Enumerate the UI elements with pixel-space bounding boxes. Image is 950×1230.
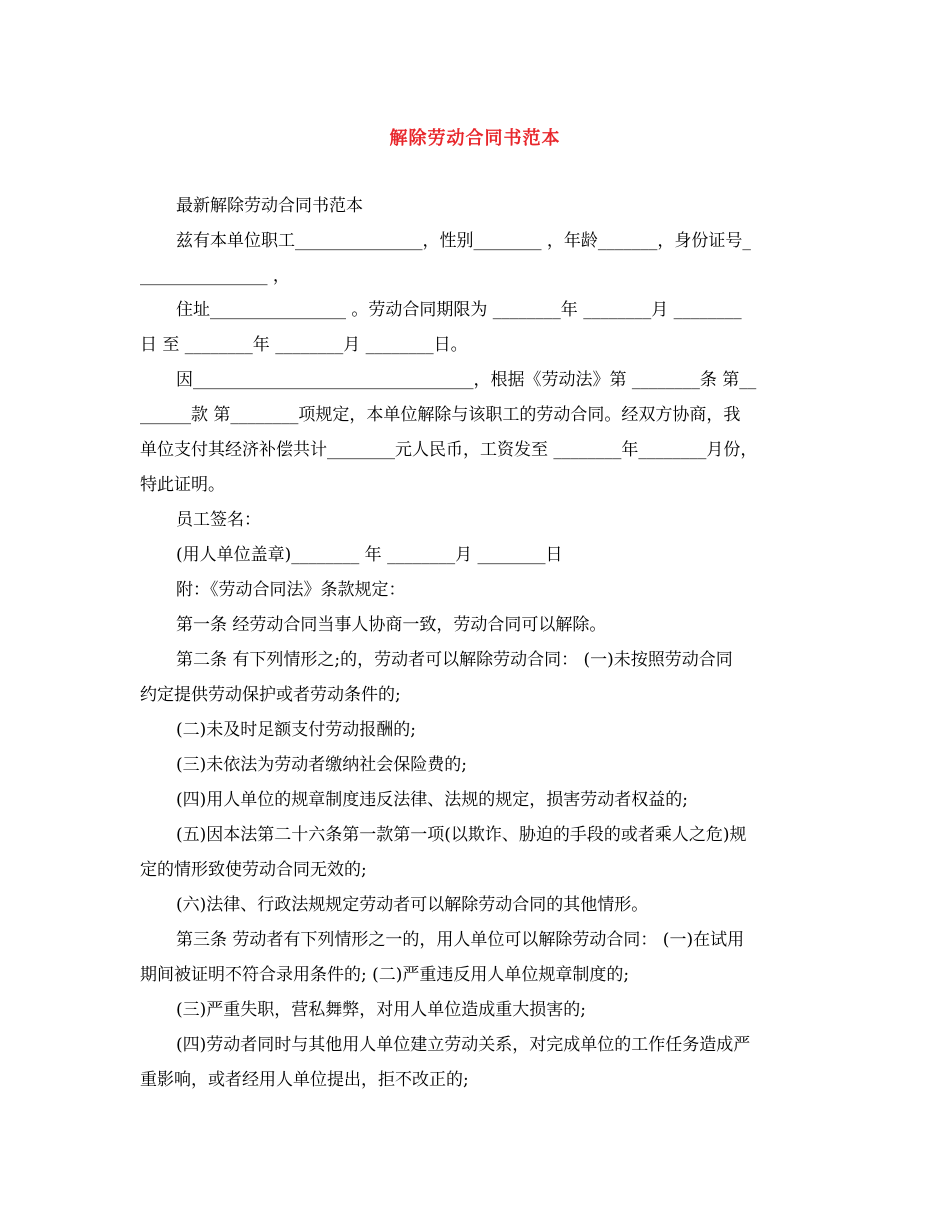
clause-line: 期间被证明不符合录用条件的; (二)严重违反用人单位规章制度的;	[140, 965, 630, 985]
body-line: ______款 第________项规定，本单位解除与该职工的劳动合同。经双方协商，我	[140, 405, 741, 425]
body-line: 住址________________ 。劳动合同期限为 ________年 ________月 ________	[176, 300, 742, 320]
clause-line: 第二条 有下列情形之;的，劳动者可以解除劳动合同： (一)未按照劳动合同	[176, 650, 733, 670]
clause-line: (三)未依法为劳动者缴纳社会保险费的;	[176, 755, 467, 775]
clause-line: 第三条 劳动者有下列情形之一的，用人单位可以解除劳动合同： (一)在试用	[176, 930, 745, 950]
clause-line: (五)因本法第二十六条第一款第一项(以欺诈、胁迫的手段的或者乘人之危)规	[176, 825, 747, 845]
clause-line: (二)未及时足额支付劳动报酬的;	[176, 720, 416, 740]
subtitle-line: 最新解除劳动合同书范本	[176, 196, 363, 216]
signature-line: 员工签名：	[176, 510, 261, 530]
body-line: 日 至 ________年 ________月 ________日。	[140, 335, 468, 355]
appendix-heading: 附：《劳动合同法》条款规定：	[176, 580, 406, 600]
body-line: 因_________________________________，根据《劳动法》第 ________条 第__	[176, 370, 757, 390]
clause-line: 约定提供劳动保护或者劳动条件的;	[140, 685, 401, 705]
clause-line: (四)劳动者同时与其他用人单位建立劳动关系，对完成单位的工作任务造成严	[176, 1035, 751, 1055]
clause-line: (三)严重失职，营私舞弊，对用人单位造成重大损害的;	[176, 1000, 586, 1020]
body-line: 特此证明。	[140, 475, 225, 495]
body-line: 单位支付其经济补偿共计________元人民币，工资发至 ________年________月份，	[140, 440, 758, 460]
body-line: 兹有本单位职工_______________，性别________ ，年龄_______，身份证号_	[176, 231, 751, 251]
clause-line: 第一条 经劳动合同当事人协商一致，劳动合同可以解除。	[176, 615, 607, 635]
seal-date-line: (用人单位盖章)________ 年 ________月 ________日	[176, 545, 563, 565]
body-line: _______________ ，	[140, 266, 290, 286]
clause-line: (六)法律、行政法规规定劳动者可以解除劳动合同的其他情形。	[176, 895, 649, 915]
document-title: 解除劳动合同书范本	[389, 128, 561, 149]
clause-line: 重影响，或者经用人单位提出，拒不改正的;	[140, 1070, 469, 1090]
clause-line: (四)用人单位的规章制度违反法律、法规的规定，损害劳动者权益的;	[176, 790, 688, 810]
clause-line: 定的情形致使劳动合同无效的;	[140, 860, 367, 880]
